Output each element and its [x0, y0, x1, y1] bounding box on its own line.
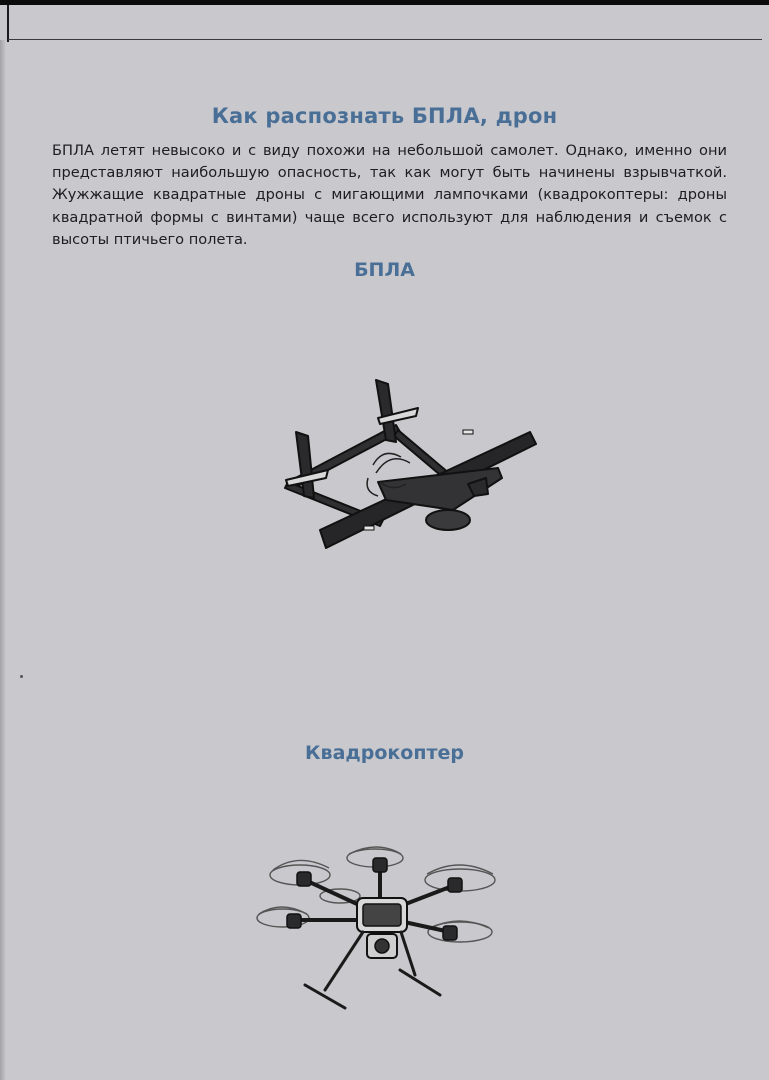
intro-paragraph: БПЛА летят невысоко и с виду похожи на небольшой самолет. Однако, именно они представляют наибольшую опасность, так как могут быть начинены взрывчаткой. Жужжащие квадратные дроны с мигающими лампочками (квадрокоптеры: дроны квадратной формы с винтами) чаще всего используют для наблюдения и съемок с высоты птичьего полета.: [52, 142, 727, 248]
quadcopter-section-title: Квадрокоптер: [305, 742, 464, 764]
frame-top-line: [8, 39, 762, 40]
frame-corner-line: [7, 5, 9, 42]
scan-top-edge: [0, 0, 769, 5]
uav-section-title: БПЛА: [354, 259, 415, 281]
scan-speck: [20, 675, 23, 678]
page-title: Как распознать БПЛА, дрон: [211, 104, 558, 128]
hexacopter-drone-illustration: [245, 840, 505, 1020]
scan-edge-shadow: [0, 40, 6, 1080]
fixed-wing-vtol-drone-illustration: [268, 370, 558, 570]
